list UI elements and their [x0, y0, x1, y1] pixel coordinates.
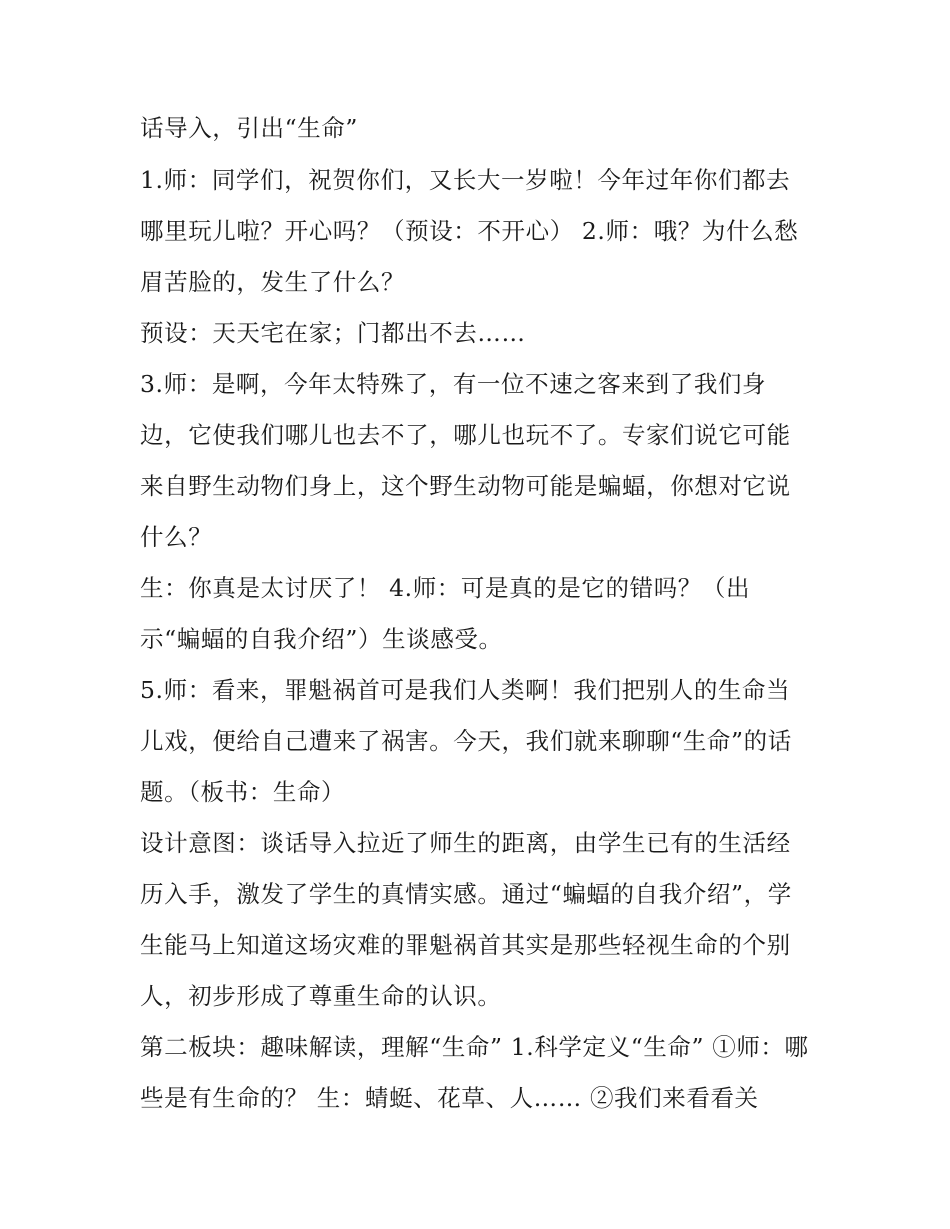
text-line: 些是有生命的？ 生：蜻蜓、花草、人…… ②我们来看看关	[140, 1084, 759, 1112]
text-line: 5.师：看来，罪魁祸首可是我们人类啊！我们把别人的生命当	[140, 676, 791, 704]
text-line: 3.师：是啊，今年太特殊了，有一位不速之客来到了我们身	[140, 370, 767, 398]
text-line: 历入手，激发了学生的真情实感。通过“蝙蝠的自我介绍”，学	[140, 880, 792, 908]
text-line: 儿戏，便给自己遭来了祸害。今天，我们就来聊聊“生命”的话	[140, 727, 792, 755]
text-line: 生能马上知道这场灾难的罪魁祸首其实是那些轻视生命的个别	[140, 931, 791, 959]
text-line: 人，初步形成了尊重生命的认识。	[140, 982, 502, 1010]
text-line: 哪里玩儿啦？开心吗？（预设：不开心） 2.师：哦？为什么愁	[140, 217, 799, 245]
text-line: 边，它使我们哪儿也去不了，哪儿也玩不了。专家们说它可能	[140, 421, 791, 449]
text-line: 生：你真是太讨厌了！ 4.师：可是真的是它的错吗？（出	[140, 574, 751, 602]
text-line: 设计意图：谈话导入拉近了师生的距离，由学生已有的生活经	[140, 829, 791, 857]
text-line: 第二板块：趣味解读，理解“生命” 1.科学定义“生命” ①师：哪	[140, 1033, 809, 1061]
text-line: 示“蝙蝠的自我介绍”）生谈感受。	[140, 625, 503, 653]
text-line: 预设：天天宅在家；门都出不去……	[140, 319, 526, 347]
text-line: 来自野生动物们身上，这个野生动物可能是蝙蝠，你想对它说	[140, 472, 791, 500]
text-line: 话导入，引出“生命”	[140, 114, 359, 142]
text-line: 1.师：同学们，祝贺你们，又长大一岁啦！今年过年你们都去	[140, 166, 791, 194]
text-line: 眉苦脸的，发生了什么？	[140, 268, 406, 296]
text-line: 什么？	[140, 523, 213, 551]
text-line: 题。（板书：生命）	[140, 778, 346, 806]
